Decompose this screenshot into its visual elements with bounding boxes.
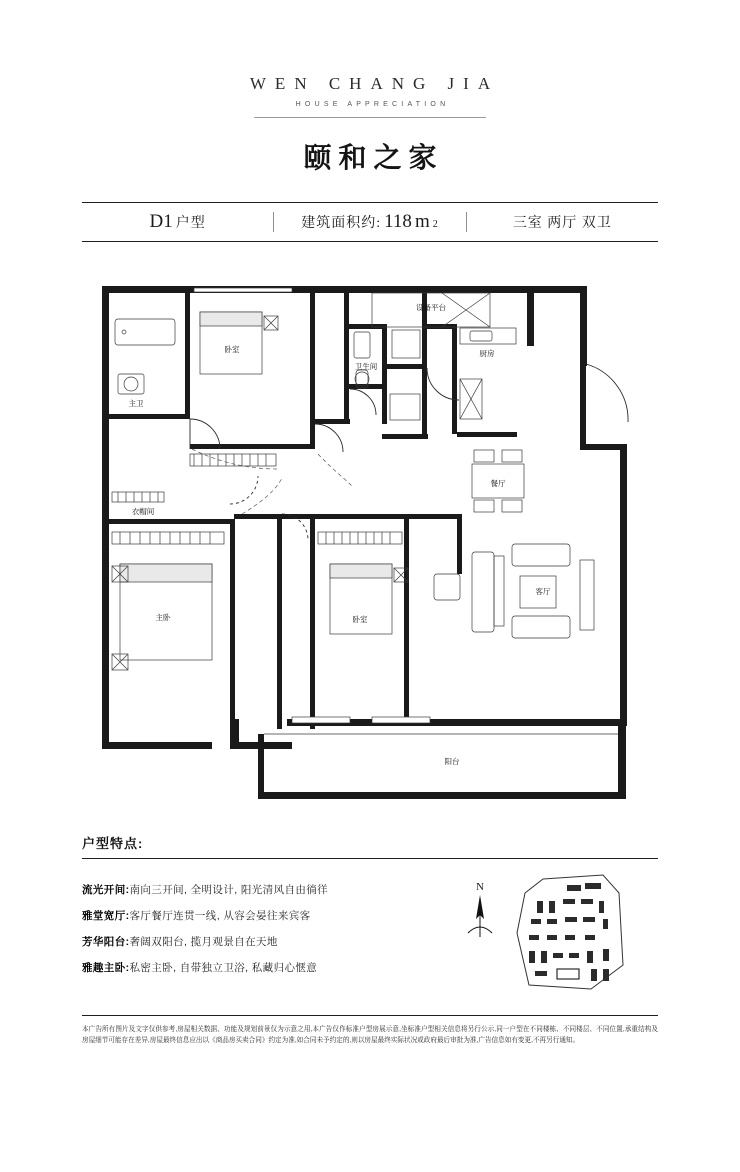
feature-label: 雅趣主卧:: [82, 962, 130, 974]
unit-code: D1: [149, 211, 173, 232]
feature-text: 南向三开间, 全明设计, 阳光清风自由徜徉: [129, 884, 329, 896]
site-plan-thumbnail: [507, 873, 627, 998]
svg-text:卧室: 卧室: [224, 345, 240, 354]
svg-text:客厅: 客厅: [535, 587, 551, 596]
area-cell: [274, 211, 465, 233]
svg-text:衣帽间: 衣帽间: [131, 507, 155, 516]
svg-text:主卧: 主卧: [155, 613, 171, 622]
feature-text: 奢阔双阳台, 揽月观景自在天地: [129, 936, 278, 948]
room-count: 三室 两厅 双卫: [512, 216, 612, 231]
area-exponent: 2: [432, 219, 439, 230]
svg-text:卫生间: 卫生间: [354, 362, 378, 371]
brand-divider: [254, 117, 486, 118]
brand-subtitle: HOUSE APPRECIATION: [295, 101, 450, 108]
brand-chinese-title: 颐和之家: [303, 143, 444, 174]
features-body: [82, 859, 658, 999]
feature-label: 芳华阳台:: [82, 936, 130, 948]
svg-text:厨房: 厨房: [479, 349, 495, 358]
feature-text: 客厅餐厅连贯一线, 从容会晏往来宾客: [129, 910, 311, 922]
floor-plan-drawing: [82, 264, 658, 809]
feature-label: 流光开间:: [82, 884, 130, 896]
area-label: 建筑面积约:: [301, 216, 382, 231]
disclaimer-text: 本广告所有图片及文字仅供参考,房屋相关数据、功能及规划前景仅为示意之用,本广告仅作标准户型房展示意,坐标准户型相关信息将另行公示,同一户型在不同楼栋、不同楼层、不同位置,承重结构及房屋细节可能存在差异,房屋最终信息应出以《商品房买卖合同》约定为准,如合同未予约定的,则以房屋最终实际状况或政府最后审批为准,广告信息如有变更,不再另行通知。: [82, 1015, 658, 1046]
brand-header: [0, 0, 740, 176]
area-value: 118: [384, 211, 412, 232]
room-count-cell: [467, 212, 658, 232]
svg-text:阳台: 阳台: [444, 757, 460, 766]
compass-needle-icon: [460, 893, 500, 939]
unit-spec-bar: [82, 202, 658, 242]
compass-north-label: N: [476, 881, 484, 893]
feature-text: 私密主卧, 自带独立卫浴, 私藏归心惬意: [129, 962, 318, 974]
compass: [457, 881, 503, 944]
floor-plan: [82, 264, 658, 809]
feature-label: 雅堂宽厅:: [82, 910, 130, 922]
svg-text:设备平台: 设备平台: [416, 303, 446, 312]
area-unit: m: [414, 211, 430, 232]
unit-code-cell: [82, 211, 273, 233]
svg-text:主卫: 主卫: [128, 399, 144, 408]
unit-code-suffix: 户型: [175, 216, 206, 231]
features-title: 户型特点:: [82, 833, 658, 859]
svg-text:卧室: 卧室: [352, 615, 368, 624]
brand-english-title: WEN CHANG JIA: [249, 74, 500, 93]
svg-text:餐厅: 餐厅: [490, 479, 506, 488]
